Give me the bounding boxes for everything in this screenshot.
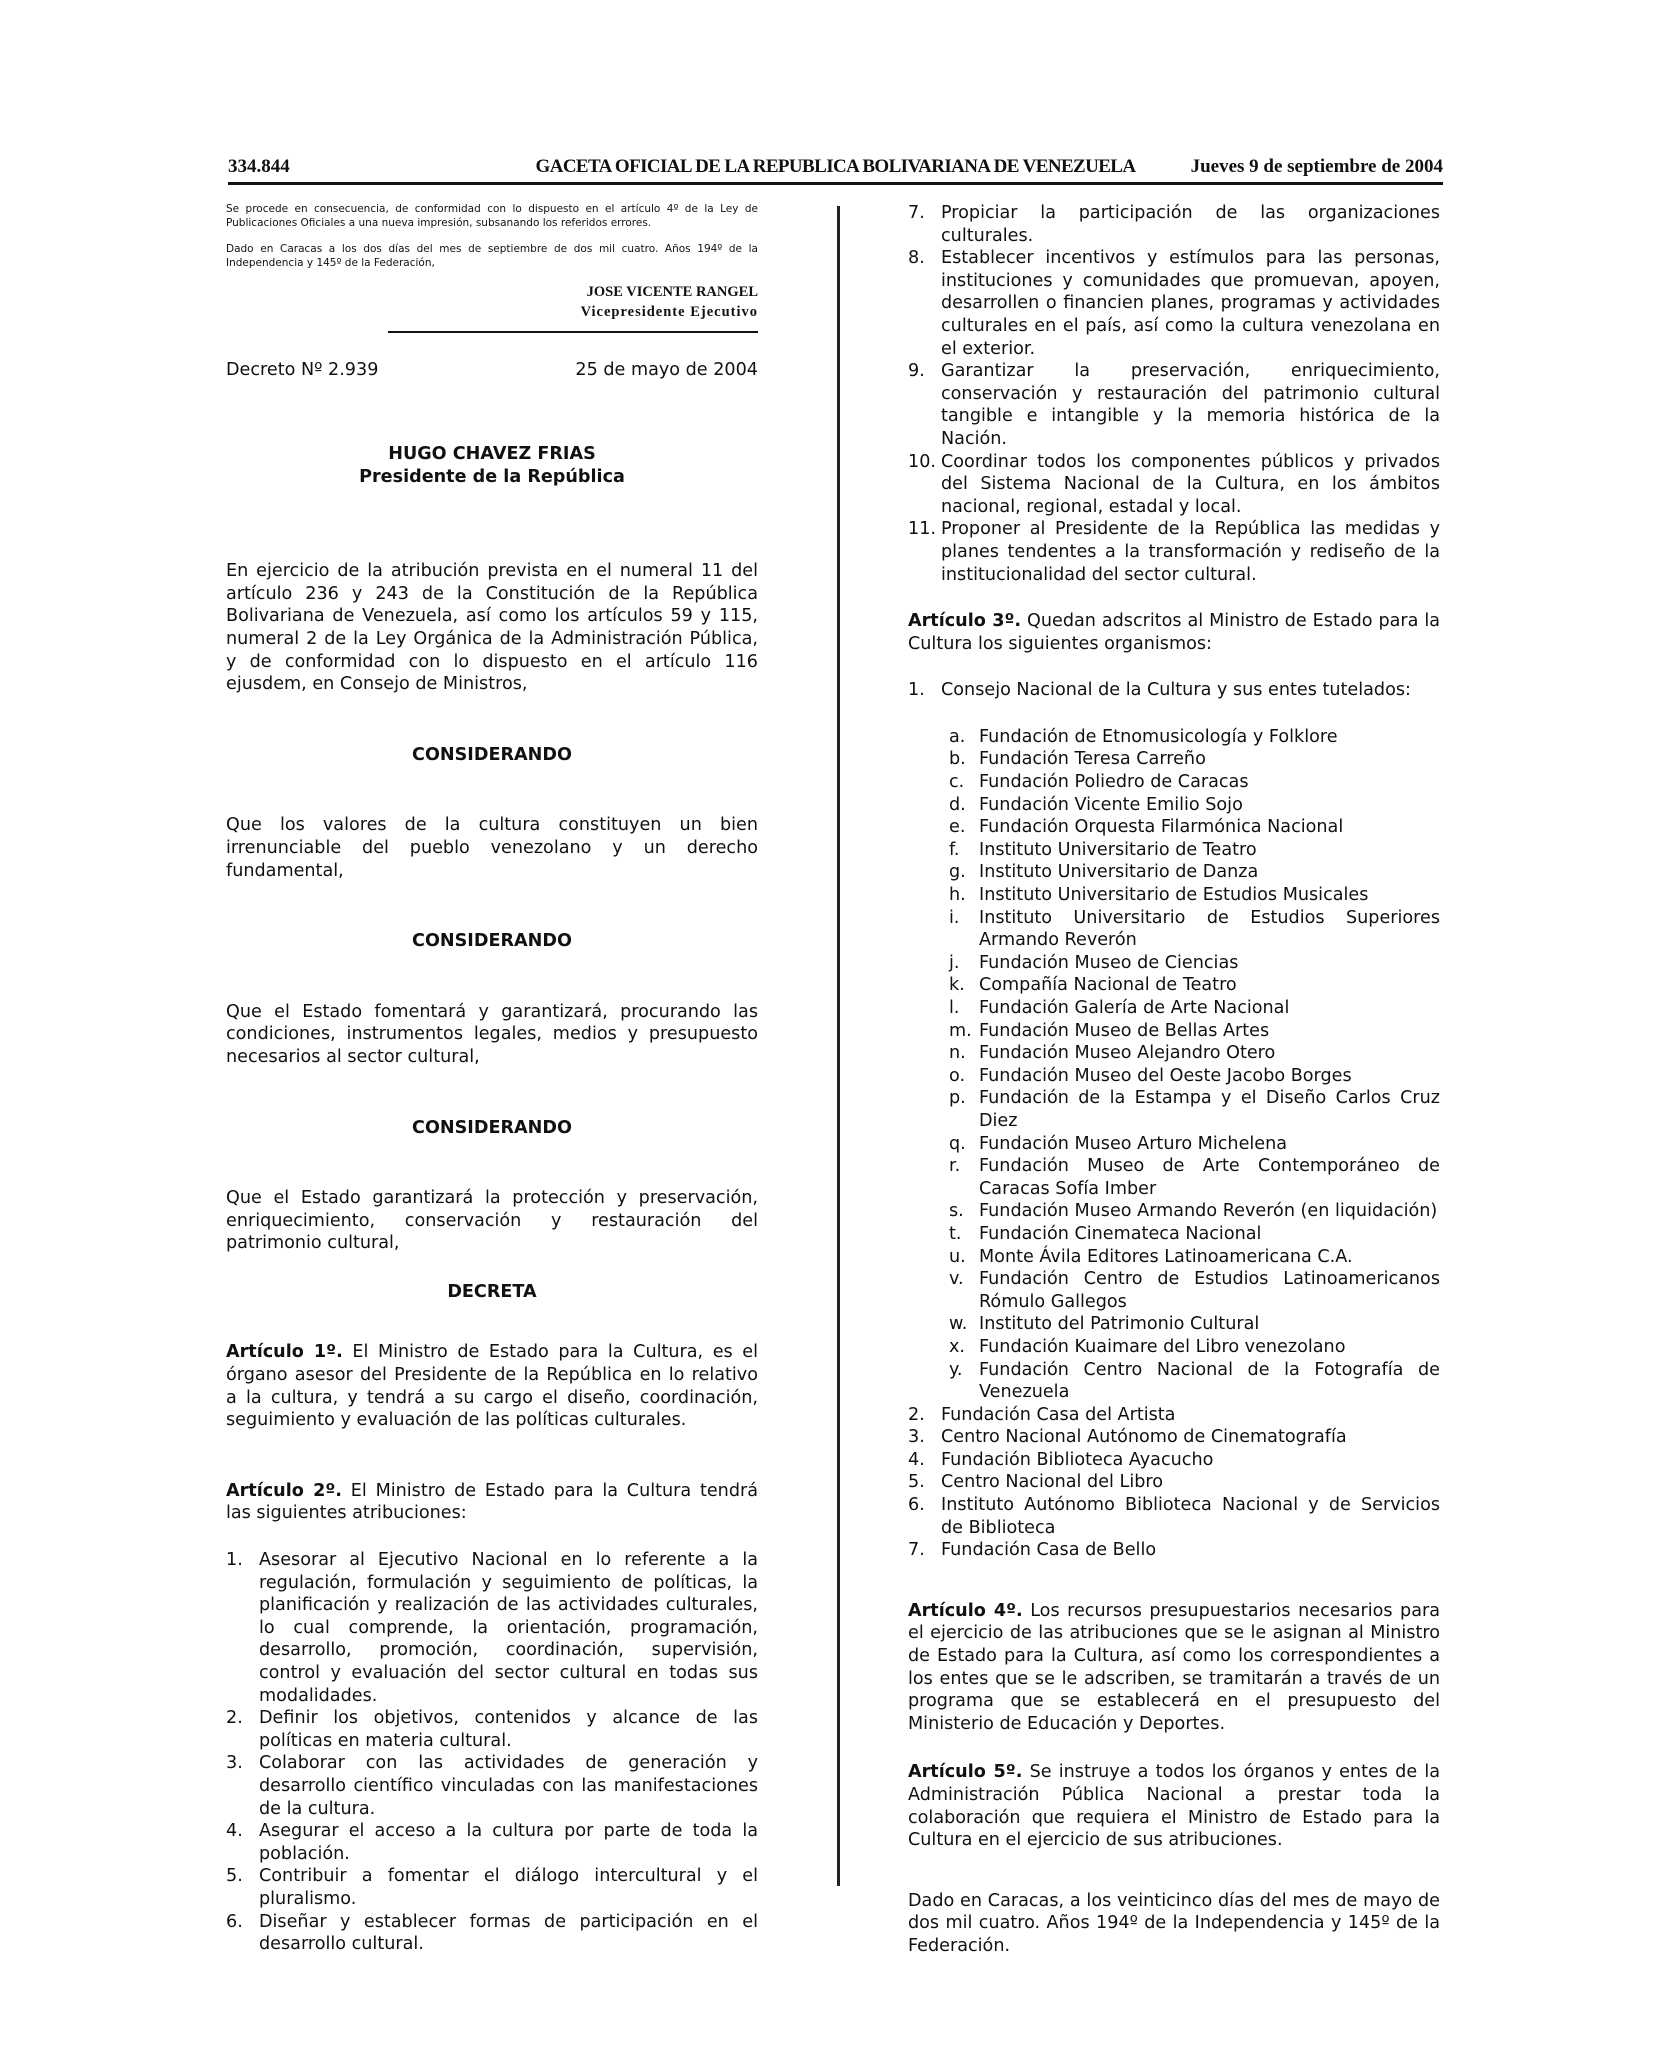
president-block: [226, 443, 758, 488]
list-item: [908, 679, 1440, 702]
list-item-text: Instituto Universitario de Estudios Musicales: [979, 885, 1369, 906]
list-item: [949, 1133, 1440, 1156]
article-2-list-continued: [908, 202, 1440, 586]
article-4-text: Los recursos presupuestarios necesarios para el ejercicio de las atribuciones que se le asignan al Ministro de Estado para la Cultura, así como los correspondientes a los entes que se le adscriben, se tramitarán a través de un programa que se establecerá en el presupuesto del Ministerio de Educación y Deportes.: [908, 1600, 1441, 1734]
list-item-letter: d.: [949, 794, 966, 815]
list-item: [908, 1404, 1440, 1427]
considerando-text-2: Que el Estado fomentará y garantizará, procurando las condiciones, instrumentos legales, medios y presupuesto necesarios al sector cultural,: [226, 1001, 758, 1067]
list-item: [908, 451, 1440, 519]
considerando-heading-3: CONSIDERANDO: [412, 1117, 572, 1138]
article-5-text: Se instruye a todos los órganos y entes de la Administración Pública Nacional a prestar toda la colaboración que requiera el Ministro de Estado para la Cultura en el ejercicio de sus atribuciones.: [908, 1762, 1441, 1851]
considerando-text-3: Que el Estado garantizará la protección y preservación, enriquecimiento, conservación y restauración del patrimonio cultural,: [226, 1188, 758, 1254]
list-item: [949, 861, 1440, 884]
list-item-text: Asesorar al Ejecutivo Nacional en lo referente a la regulación, formulación y seguimiento de políticas, la planificación y realización de las actividades culturales, lo cual comprende, la orientación, programación, desarrollo, promoción, coordinación, supervisión, control y evaluación del sector cultural en todas sus modalidades.: [259, 1550, 758, 1706]
list-item-text: Fundación Cinemateca Nacional: [979, 1223, 1262, 1244]
list-item-text: Establecer incentivos y estímulos para las personas, instituciones y comunidades que promuevan, apoyen, desarrollen o financien planes, programas y actividades culturales en el país, así como la cultura venezolana en el exterior.: [941, 248, 1440, 359]
list-item-text: Fundación Vicente Emilio Sojo: [979, 794, 1243, 815]
header-rule: [228, 182, 1443, 185]
list-item-text: Fundación Centro de Estudios Latinoamericanos Rómulo Gallegos: [979, 1269, 1440, 1312]
list-item-text: Fundación Museo de Ciencias: [979, 952, 1239, 973]
list-item-number: 4.: [226, 1821, 243, 1842]
president-role: Presidente de la República: [359, 466, 625, 487]
list-item-number: 8.: [908, 248, 925, 269]
list-item-letter: x.: [949, 1336, 966, 1357]
article-3-text: Quedan adscritos al Ministro de Estado para la Cultura los siguientes organismos:: [908, 611, 1440, 654]
decree-number: Decreto Nº 2.939: [226, 360, 379, 380]
list-item-text: Fundación de Etnomusicología y Folklore: [979, 726, 1338, 747]
list-item-letter: l.: [949, 998, 960, 1018]
list-item-letter: a.: [949, 726, 966, 747]
list-item: [949, 1020, 1440, 1043]
issue-date: Jueves 9 de septiembre de 2004: [1190, 156, 1443, 177]
list-item: [949, 1200, 1440, 1223]
list-item-letter: m.: [949, 1020, 972, 1041]
list-item-text: Fundación Teresa Carreño: [979, 749, 1206, 770]
list-item: [949, 907, 1440, 952]
list-item-letter: e.: [949, 817, 966, 838]
previous-notice: Se procede en consecuencia, de conformidad con lo dispuesto en el artículo 4º de la Ley de Publicaciones Oficiales a una nueva impresión, subsanando los referidos errores.: [226, 203, 758, 229]
list-item: [226, 1549, 758, 1707]
list-item-text: Proponer al Presidente de la República las medidas y planes tendentes a la transformación y rediseño de la institucionalidad del sector cultural.: [941, 519, 1440, 585]
article-1-text: El Ministro de Estado para la Cultura, es el órgano asesor del Presidente de la República en lo relativo a la cultura, y tendrá a su cargo el diseño, coordinación, seguimiento y evaluación de las políticas culturales.: [226, 1342, 759, 1431]
list-item-letter: i.: [949, 907, 960, 928]
list-item: [908, 1426, 1440, 1449]
left-column: [226, 202, 758, 1956]
list-item-number: 3.: [908, 1427, 925, 1448]
list-item: [908, 1449, 1440, 1472]
list-item-letter: c.: [949, 772, 965, 793]
list-item-letter: t.: [949, 1223, 962, 1244]
previous-signer-name: JOSE VICENTE RANGEL: [586, 284, 758, 300]
list-item-text: Fundación Poliedro de Caracas: [979, 772, 1249, 793]
list-item-text: Monte Ávila Editores Latinoamericana C.A.: [979, 1246, 1353, 1267]
list-item: [949, 748, 1440, 771]
list-item-text: Instituto del Patrimonio Cultural: [979, 1314, 1260, 1335]
list-item-number: 4.: [908, 1449, 925, 1470]
list-item-letter: h.: [949, 885, 966, 906]
list-item-number: 6.: [226, 1911, 243, 1932]
list-item-number: 5.: [226, 1866, 243, 1887]
article-2-label: Artículo 2º.: [226, 1480, 342, 1501]
list-item-letter: s.: [949, 1201, 964, 1222]
list-item-letter: v.: [949, 1269, 964, 1290]
article-5-label: Artículo 5º.: [908, 1762, 1023, 1783]
president-name: HUGO CHAVEZ FRIAS: [388, 444, 596, 464]
article-4-label: Artículo 4º.: [908, 1600, 1023, 1621]
list-item-letter: b.: [949, 749, 966, 770]
list-item: [949, 952, 1440, 975]
previous-signature: [226, 282, 758, 322]
list-item-number: 5.: [908, 1472, 925, 1493]
list-item: [908, 1539, 1440, 1562]
list-item-letter: r.: [949, 1156, 961, 1177]
list-item: [949, 1087, 1440, 1132]
list-item-number: 2.: [226, 1708, 243, 1729]
list-item-number: 1.: [226, 1550, 243, 1571]
list-item-text: Consejo Nacional de la Cultura y sus entes tutelados:: [941, 680, 1411, 701]
considerando-heading-2: CONSIDERANDO: [412, 931, 572, 952]
list-item: [949, 1268, 1440, 1313]
article-2: [226, 1480, 758, 1525]
list-item-number: 2.: [908, 1404, 925, 1425]
list-item-number: 10.: [908, 451, 936, 472]
list-item-text: Definir los objetivos, contenidos y alcance de las políticas en materia cultural.: [259, 1708, 758, 1751]
article-2-text: El Ministro de Estado para la Cultura tendrá las siguientes atribuciones:: [226, 1480, 759, 1524]
list-item-number: 11.: [908, 519, 936, 540]
list-item-text: Fundación Casa del Artista: [941, 1404, 1176, 1425]
list-item-text: Colaborar con las actividades de generación y desarrollo científico vinculadas con las manifestaciones de la cultura.: [259, 1753, 758, 1819]
list-item: [949, 771, 1440, 794]
list-item: [908, 247, 1440, 360]
list-item-text: Fundación Orquesta Filarmónica Nacional: [979, 817, 1344, 838]
list-item-letter: y.: [949, 1359, 963, 1380]
decreta-heading: DECRETA: [447, 1281, 537, 1302]
article-3-label: Artículo 3º.: [908, 611, 1022, 632]
list-item: [226, 1752, 758, 1820]
list-item-text: Garantizar la preservación, enriquecimiento, conservación y restauración del patrimonio cultural tangible e intangible y la memoria histórica de la Nación.: [941, 361, 1440, 449]
list-item: [949, 974, 1440, 997]
list-item: [949, 816, 1440, 839]
decree-heading: [226, 359, 758, 383]
list-item: [949, 1223, 1440, 1246]
list-item-number: 9.: [908, 361, 925, 382]
list-item-text: Coordinar todos los componentes públicos y privados del Sistema Nacional de la Cultura, en los ámbitos nacional, regional, estadal y local.: [941, 451, 1440, 517]
list-item-text: Fundación Kuaimare del Libro venezolano: [979, 1336, 1346, 1357]
list-item: [949, 1065, 1440, 1088]
list-item-letter: k.: [949, 975, 965, 996]
list-item: [226, 1911, 758, 1956]
list-item-text: Contribuir a fomentar el diálogo intercultural y el pluralismo.: [259, 1866, 758, 1909]
list-item: [226, 1820, 758, 1865]
column-divider: [837, 206, 840, 1886]
list-item-letter: j.: [949, 952, 960, 973]
list-item-text: Fundación Museo Alejandro Otero: [979, 1043, 1276, 1064]
article-3: [908, 610, 1440, 655]
list-item-text: Fundación Museo Armando Reverón (en liquidación): [979, 1201, 1438, 1222]
list-item-letter: p.: [949, 1088, 966, 1109]
list-item-text: Compañía Nacional de Teatro: [979, 975, 1237, 996]
list-item: [908, 202, 1440, 247]
list-item: [908, 1494, 1440, 1539]
list-item: [949, 794, 1440, 817]
previous-given-at: Dado en Caracas a los dos días del mes de septiembre de dos mil cuatro. Años 194º de la Independencia y 145º de la Federación,: [226, 243, 758, 269]
list-item: [226, 1865, 758, 1910]
list-item-number: 3.: [226, 1753, 243, 1774]
article-1: [226, 1341, 758, 1431]
list-item-letter: g.: [949, 862, 966, 883]
list-item: [226, 1707, 758, 1752]
list-item-letter: f.: [949, 839, 960, 860]
list-item-number: 7.: [908, 203, 925, 223]
list-item-text: Fundación Museo de Arte Contemporáneo de Caracas Sofía Imber: [979, 1156, 1440, 1199]
list-item: [949, 1336, 1440, 1359]
list-item: [949, 1313, 1440, 1336]
list-item-text: Fundación Museo del Oeste Jacobo Borges: [979, 1065, 1352, 1086]
page-number: 334.844: [228, 156, 290, 177]
previous-signer-role: Vicepresidente Ejecutivo: [580, 304, 758, 320]
list-item: [949, 1359, 1440, 1404]
article-5: [908, 1761, 1440, 1851]
list-item-text: Centro Nacional Autónomo de Cinematografía: [941, 1427, 1347, 1448]
gazette-title: GACETA OFICIAL DE LA REPUBLICA BOLIVARIANA DE VENEZUELA: [535, 156, 1136, 177]
list-item: [949, 884, 1440, 907]
article-1-label: Artículo 1º.: [226, 1342, 343, 1363]
list-item-letter: u.: [949, 1246, 966, 1267]
list-item-text: Fundación Casa de Bello: [941, 1540, 1157, 1561]
gazette-header: [228, 156, 1443, 182]
list-item-text: Fundación Galería de Arte Nacional: [979, 998, 1290, 1018]
list-item-number: 6.: [908, 1495, 925, 1516]
article-2-list: [226, 1549, 758, 1956]
list-item-text: Asegurar el acceso a la cultura por parte de toda la población.: [259, 1821, 758, 1864]
list-item-text: Instituto Universitario de Danza: [979, 862, 1259, 883]
list-item: [949, 1042, 1440, 1065]
list-item-text: Fundación Centro Nacional de la Fotografía de Venezuela: [979, 1359, 1440, 1403]
list-item: [949, 1155, 1440, 1200]
list-item-letter: w.: [949, 1314, 968, 1335]
list-item-text: Diseñar y establecer formas de participación en el desarrollo cultural.: [259, 1911, 758, 1955]
list-item: [908, 1471, 1440, 1494]
article-3-sublist: [949, 726, 1440, 1404]
list-item-text: Fundación Museo de Bellas Artes: [979, 1020, 1270, 1041]
list-item: [908, 360, 1440, 450]
list-item-number: 7.: [908, 1540, 925, 1561]
list-item-text: Fundación Biblioteca Ayacucho: [941, 1449, 1214, 1470]
decree-date: 25 de mayo de 2004: [575, 360, 758, 380]
list-item: [949, 839, 1440, 862]
list-item-text: Instituto Universitario de Teatro: [979, 839, 1257, 860]
considerando-heading-1: CONSIDERANDO: [412, 744, 572, 765]
list-item-text: Fundación de la Estampa y el Diseño Carlos Cruz Diez: [979, 1088, 1440, 1131]
list-item-text: Centro Nacional del Libro: [941, 1472, 1163, 1493]
list-item: [949, 726, 1440, 749]
list-item: [908, 518, 1440, 586]
closing-given-at: Dado en Caracas, a los veinticinco días del mes de mayo de dos mil cuatro. Años 194º de la Independencia y 145º de la Federación.: [908, 1890, 1440, 1956]
list-item-text: Fundación Museo Arturo Michelena: [979, 1133, 1288, 1154]
list-item-letter: q.: [949, 1133, 966, 1154]
list-item-text: Propiciar la participación de las organizaciones culturales.: [941, 203, 1440, 246]
list-item-letter: o.: [949, 1065, 966, 1086]
article-4: [908, 1600, 1440, 1736]
list-item: [949, 997, 1440, 1020]
right-column: [908, 202, 1440, 1958]
preamble: En ejercicio de la atribución prevista en el numeral 11 del artículo 236 y 243 de la Constitución de la República Bolivariana de Venezuela, así como los artículos 59 y 115, numeral 2 de la Ley Orgánica de la Administración Pública, y de conformidad con lo dispuesto en el artículo 116 ejusdem, en Consejo de Ministros,: [226, 561, 758, 695]
article-3-first-item: [908, 679, 1440, 702]
list-item: [949, 1246, 1440, 1269]
list-item-number: 1.: [908, 680, 925, 701]
signature-rule: [388, 331, 758, 333]
list-item-text: Instituto Universitario de Estudios Superiores Armando Reverón: [979, 907, 1440, 951]
list-item-letter: n.: [949, 1043, 966, 1064]
considerando-text-1: Que los valores de la cultura constituyen un bien irrenunciable del pueblo venezolano y un derecho fundamental,: [226, 815, 758, 881]
list-item-text: Instituto Autónomo Biblioteca Nacional y de Servicios de Biblioteca: [941, 1495, 1440, 1538]
article-3-list-rest: [908, 1404, 1440, 1562]
